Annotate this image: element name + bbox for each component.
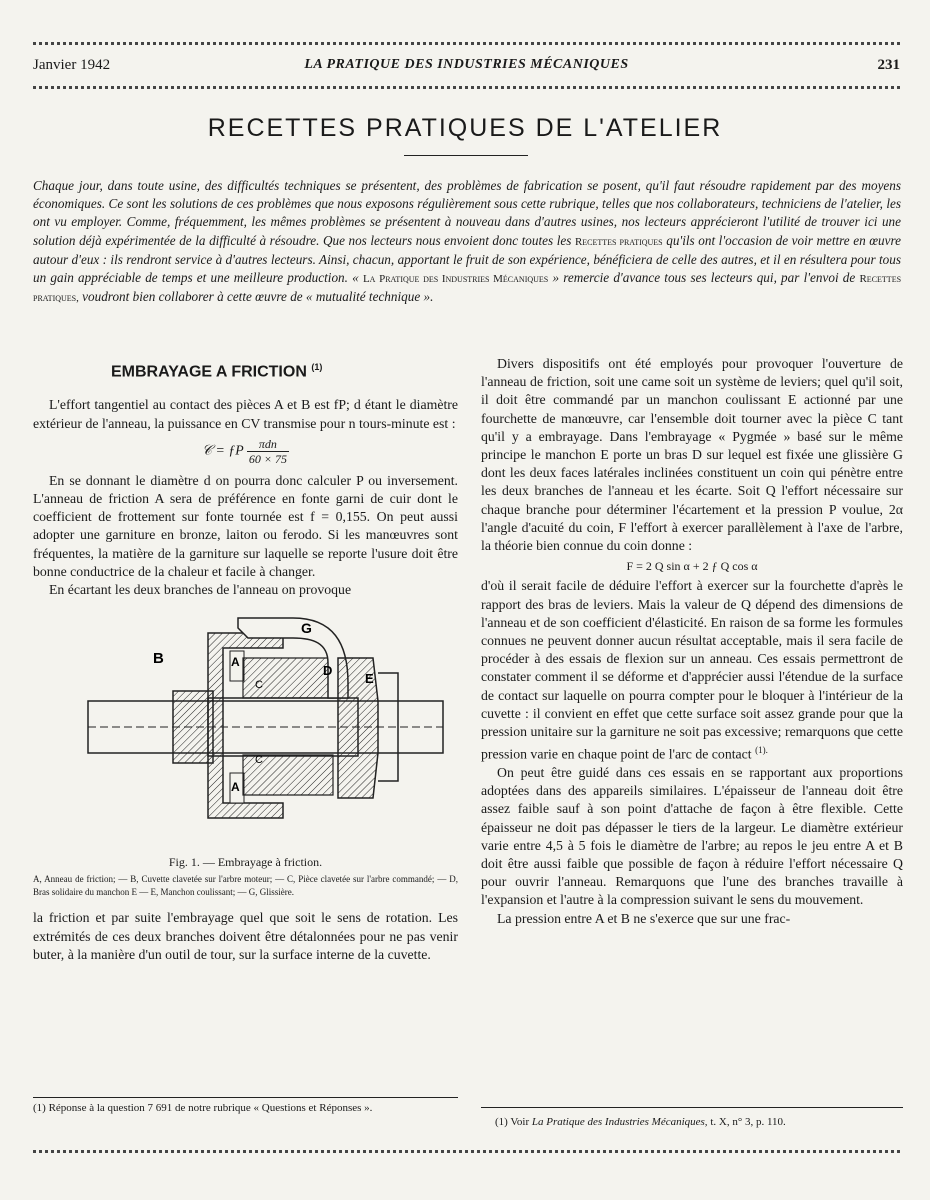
title-rule [404,155,528,156]
right-paragraph-2-text: d'où il serait facile de déduire l'effort à exercer sur la fourchette d'après le rapport des bras de leviers. Mais la valeur de Q dépend des dimensions de l'anneau et de son coefficient d'élasticité. En raison de sa forme les formules connues ne peuvent donner aucun résultat acceptable, mais il sera facile de procéder à des essais de flexion sur un anneau. Ces essais permettront de constater comment il se déforme et d'apprécier aussi l'étendue de la surface de contact sur laquelle on pourra compter pour le bloquer à l'intérieur de la cuvette : il convient en effet que cette surface soit assez grande pour que la pression unitaire sur la garniture ne soit pas excessive; remarquons que cette pression varie en chaque point de l'arc de contact [481,578,903,762]
running-header [33,57,900,79]
section-heading-text: EMBRAYAGE A FRICTION [111,363,307,381]
header-journal-title: LA PRATIQUE DES INDUSTRIES MÉCANIQUES [304,57,629,72]
right-paragraph-3: On peut être guidé dans ces essais en se rapportant aux proportions adoptées dans des appareils similaires. L'épaisseur de l'anneau doit être assez faible sauf à son point d'attache de façon à être flexible. Cette épaisseur ne doit pas dépasser le tiers de la largeur. Le diamètre extérieur varie entre 4,5 à 5 fois le diamètre de l'arbre; au repos le jeu entre A et B doit être aussi faible que possible de façon à réduire l'effort nécessaire Q pour ouvrir l'anneau. Remarquons que l'une des branches travaille à l'expansion et l'autre à la compression suivant le sens du mouvement. [481,765,903,908]
label-A-bottom: A [231,780,240,795]
label-C-bottom: C [255,754,263,767]
right-paragraph-4: La pression entre A et B ne s'exerce que sur une frac- [497,910,791,926]
right-paragraph-2 [481,577,903,764]
top-dotted-rule [33,42,900,45]
intro-text-4: voudront bien collaborer à cette œuvre de « mutualité technique ». [82,289,434,305]
header-date: Janvier 1942 [33,57,111,73]
right-footnote-marker: (1). [755,745,768,756]
right-paragraph-1: Divers dispositifs ont été employés pour provoquer l'ouverture de l'anneau de friction, soit une came soit un système de leviers; quel qu'il soit, il doit être commandé par un manchon coulissant E actionné par une fourchette de manœuvre, car l'ensemble doit tourner avec la pièce C tant qu'il y a embrayage. Dans l'embrayage « Pygmée » basé sur le même principe le manchon E porte un bras D sur lequel est fixée une glissière G dont les deux faces latérales inclinées constituent un coin qui pénètre entre les deux branches de l'anneau et les écarte. Soit Q l'effort nécessaire sur chaque branche pour déterminer l'écartement et la pression P voulue, 2α l'angle d'acuité du coin, F l'effort à exercer parallèlement à l'axe de l'arbre, la théorie bien connue du coin donne : [481,356,903,554]
formula-fraction [247,437,289,466]
right-footnote [495,1115,903,1130]
left-column [33,355,458,964]
clutch-drawing [33,603,458,853]
intro-text-1: Chaque jour, dans toute usine, des difficultés techniques se présentent, des problèmes de fabrication se posent, qu'il faut résoudre rapidement par des moyens économiques. Ce sont les solutions de ces problèmes que nous exposons régulièrement sous cette rubrique, telles que nos collaborateurs, techniciens de l'atelier, les ont vu employer. Comme, fréquemment, les mêmes problèmes se présentent à nouveau dans d'autres usines, nos lecteurs apprécieront l'utilité de trouver ici une solution déjà expérimentée de la difficulté à résoudre. Que nos lecteurs nous envoient donc toutes les [33,178,901,248]
intro-smallcaps-1: Recettes pratiques [574,235,663,248]
label-G: G [301,620,312,637]
left-footnote-rule [33,1097,458,1098]
label-B: B [153,650,164,668]
bottom-dotted-rule [33,1150,900,1153]
left-paragraph-2: En se donnant le diamètre d on pourra donc calculer P ou inversement. L'anneau de friction A sera de préférence en fonte garni de cuir dont le coefficient de frottement sur fonte tournée est f = 0,155. On peut aussi adopter une garniture en bronze, laiton ou ferodo. Si les manœuvres sont fréquentes, la matière de la garniture sur laquelle se reporte l'usure doit être bonne conductrice de la chaleur et facile à changer. [33,472,458,579]
power-formula [33,437,458,466]
left-paragraph-3: En écartant les deux branches de l'anneau on provoque [49,581,352,597]
label-A-top: A [231,655,240,670]
label-E: E [365,671,374,687]
header-dotted-rule [33,86,900,89]
right-footnote-prefix: (1) Voir [495,1116,530,1128]
intro-paragraph [33,177,901,307]
section-heading [111,355,458,384]
formula-denominator: 60 × 75 [248,451,287,466]
right-footnote-rule [481,1107,903,1108]
figure-legend: A, Anneau de friction; — B, Cuvette clavetée sur l'arbre moteur; — C, Pièce clavetée sur l'arbre commandé; — D, Bras solidaire du manchon E — E, Manchon coulissant; — G, Glissière. [33,874,458,898]
formula-lhs: 𝒞 = ƒP [202,442,244,458]
left-paragraph-1: L'effort tangentiel au contact des pièces A et B est fP; d étant le diamètre extérieur de l'anneau, la puissance en CV transmise pour n tours-minute est : [33,397,458,431]
page-title: RECETTES PRATIQUES DE L'ATELIER [207,114,723,142]
label-D: D [323,663,333,679]
heading-footnote-marker: (1) [311,362,323,372]
right-footnote-title: La Pratique des Industries Mécaniques, [531,1116,708,1128]
intro-text-3: » remercie d'avance tous ses lecteurs qui, par l'envoi de [552,270,856,286]
right-column [481,355,903,928]
intro-smallcaps-2: La Pratique des Industries Mécaniques [362,273,549,286]
intro-text-2: qu'ils ont l'occasion de voir mettre en œuvre autour d'eux : ils rendront service à d'autres lecteurs. Ainsi, chacun, apportant le fruit de son expérience, bénéficiera de celle des autres, et il en résultera pour tous un gain appréciable de temps et une meilleure production. « [33,232,901,286]
formula-numerator: πdn [247,437,289,452]
label-C-top: C [255,679,263,692]
left-paragraph-4: la friction et par suite l'embrayage quel que soit le sens de rotation. Les extrémités de ces deux branches doivent être détalonnées pour ne pas venir buter, à la manière d'un outil de tour, sur la surface interne de la cuvette. [33,910,458,962]
clutch-figure [33,603,458,853]
figure-caption: Fig. 1. — Embrayage à friction. [168,855,323,870]
intro-smallcaps-3: Recettes pratiques, [33,273,902,305]
right-footnote-suffix: t. X, n° 3, p. 110. [710,1116,786,1128]
header-page-number: 231 [877,57,900,73]
left-footnote: (1) Réponse à la question 7 691 de notre rubrique « Questions et Réponses ». [33,1102,373,1114]
wedge-formula: F = 2 Q sin α + 2 ƒ Q cos α [626,559,758,574]
